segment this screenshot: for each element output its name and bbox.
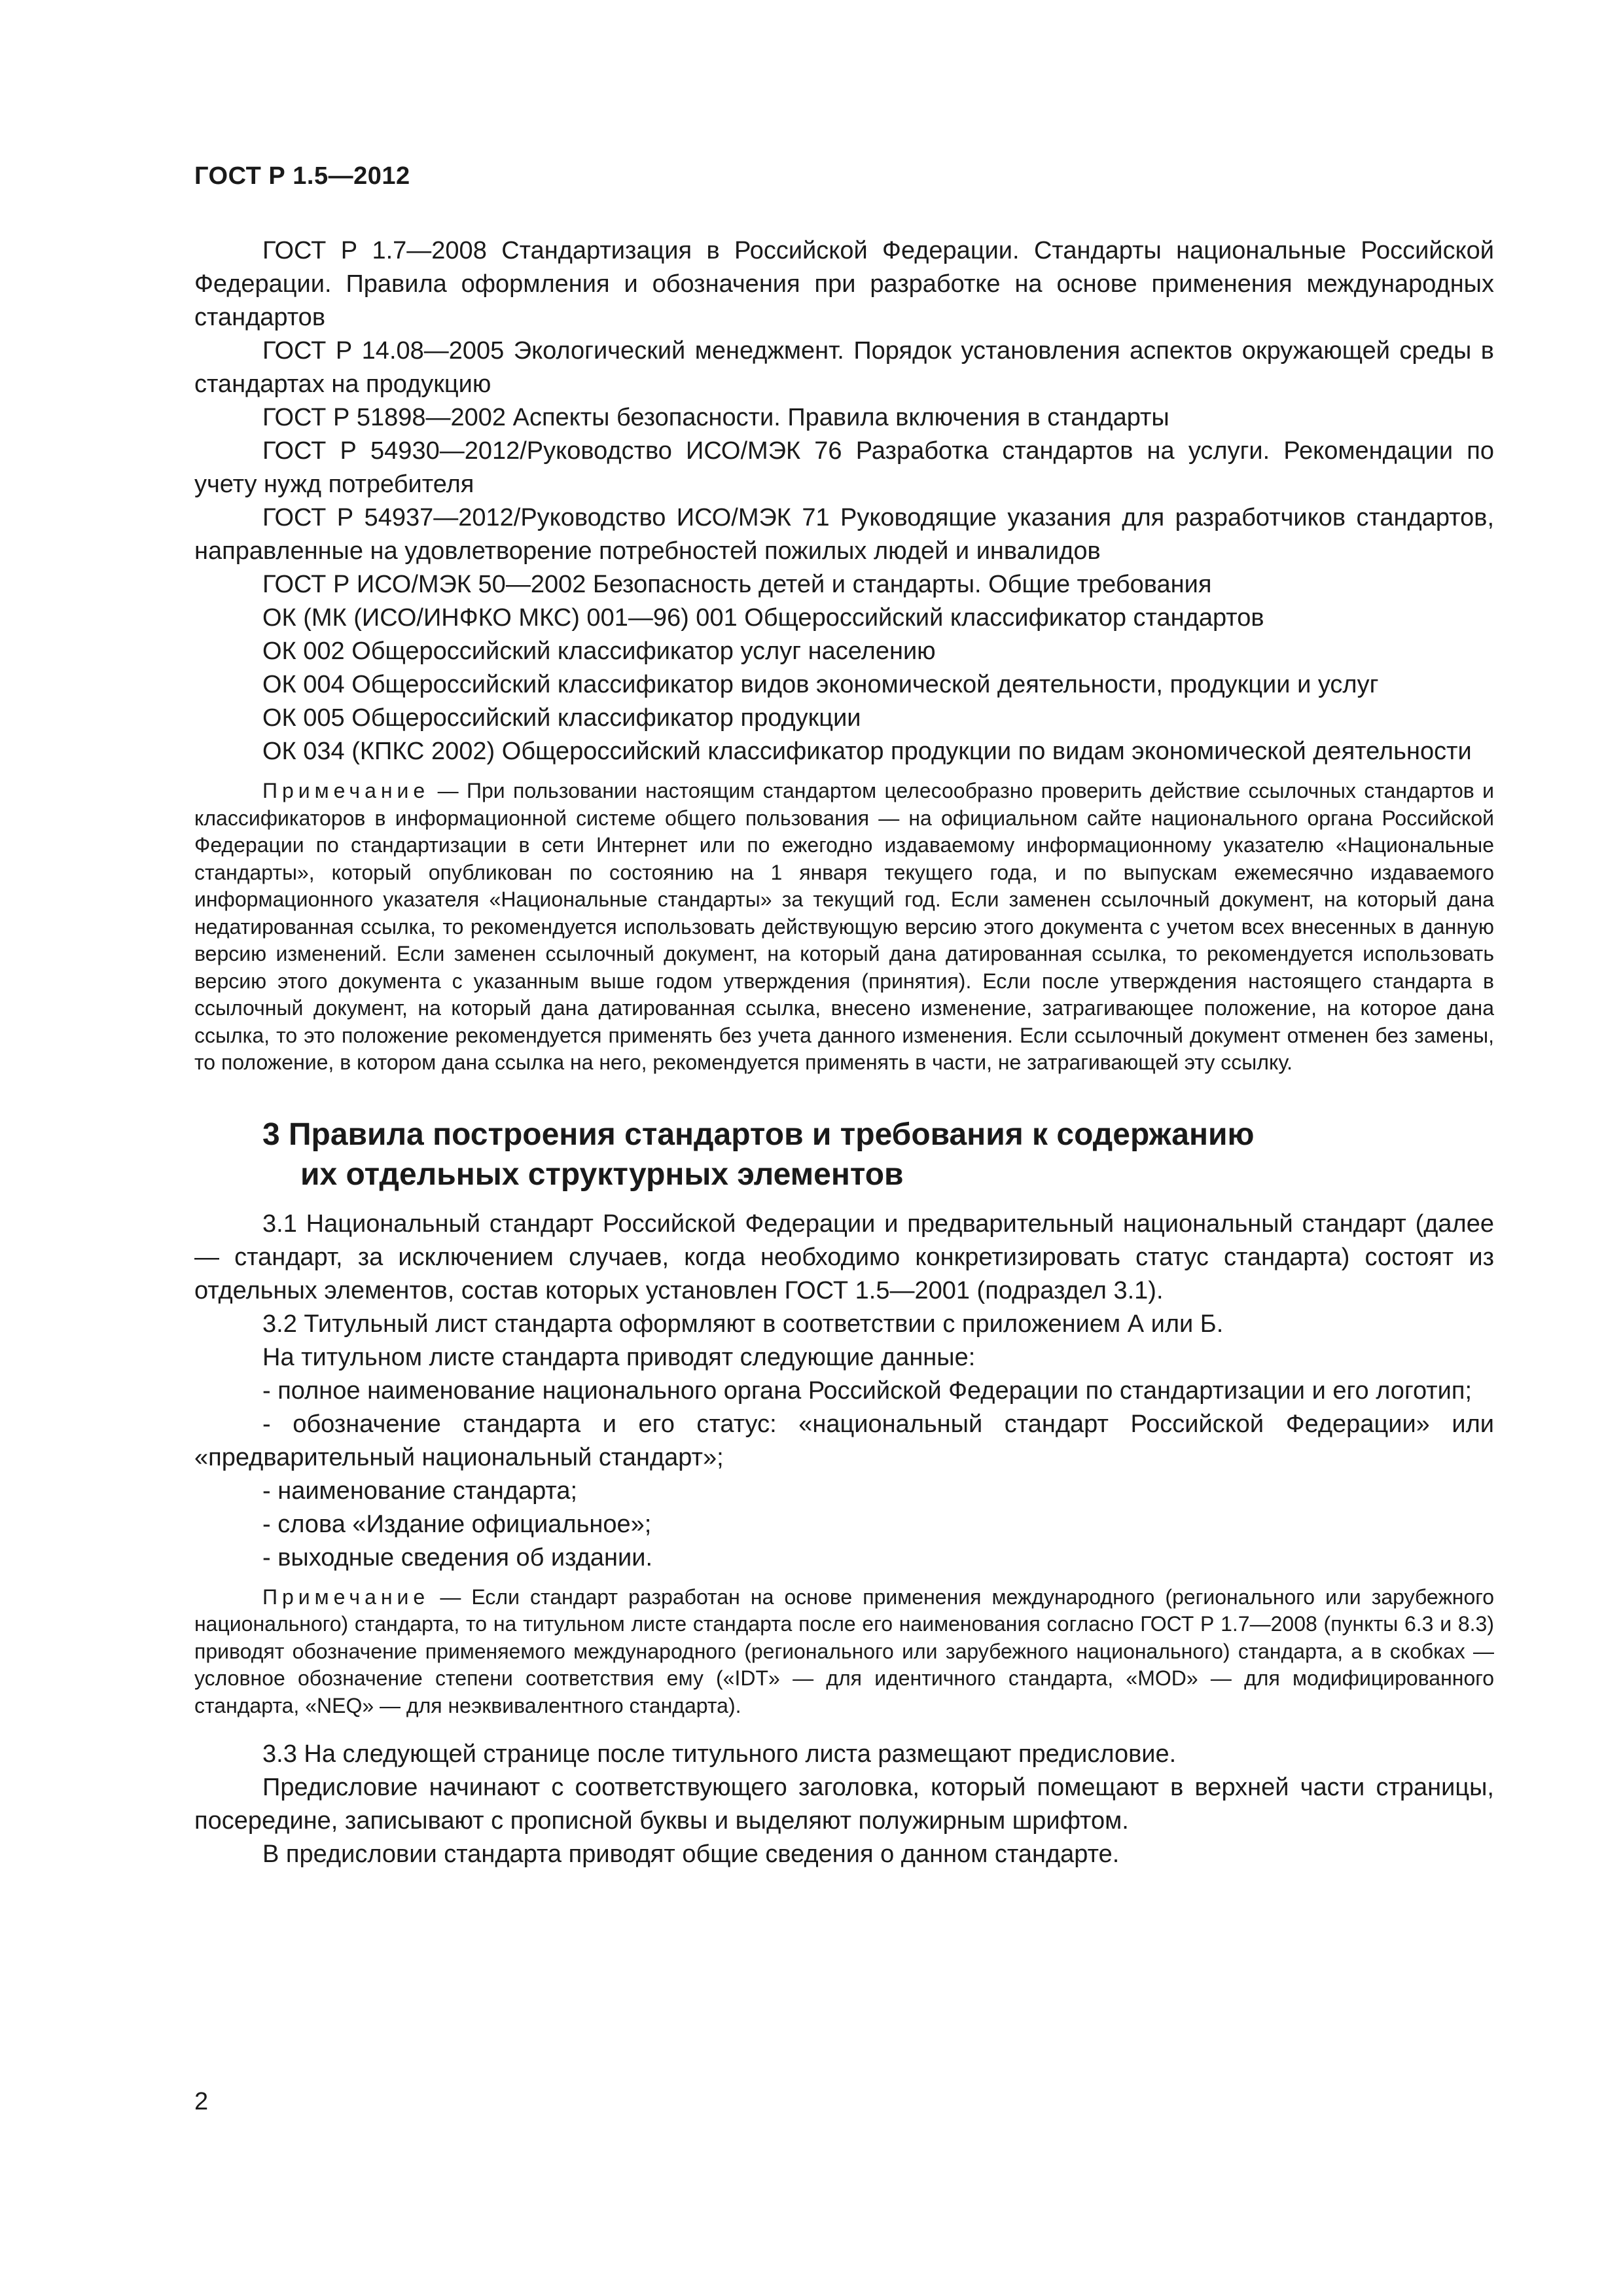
reference-item: ГОСТ Р 1.7—2008 Стандартизация в Российской Федерации. Стандарты национальные Российской Федерации. Правила оформления и обозначения при разработке на основе применения международных стандартов [194, 237, 1494, 331]
section-3-title-line-1: 3 Правила построения стандартов и требования к содержанию [262, 1117, 1255, 1152]
page-number: 2 [194, 2088, 209, 2115]
reference-item: ОК 002 Общероссийский классификатор услуг населению [262, 637, 936, 665]
foreword-paragraph: В предисловии стандарта приводят общие сведения о данном стандарте. [262, 1840, 1120, 1868]
reference-item: ОК 034 (КПКС 2002) Общероссийский классификатор продукции по видам экономической деятельности [262, 738, 1472, 765]
reference-item: ГОСТ Р 51898—2002 Аспекты безопасности. Правила включения в стандарты [262, 404, 1169, 431]
reference-item: ОК 005 Общероссийский классификатор продукции [262, 704, 861, 732]
list-item: - слова «Издание официальное»; [262, 1510, 652, 1538]
clause-3-1: 3.1 Национальный стандарт Российской Федерации и предварительный национальный стандарт (далее — стандарт, за исключением случаев, когда необходимо конкретизировать статус стандарта) состоят из отдельных элементов, состав которых установлен ГОСТ 1.5—2001 (подраздел 3.1). [194, 1210, 1494, 1304]
list-item: - обозначение стандарта и его статус: «национальный стандарт Российской Федерации» или «предварительный национальный стандарт»; [194, 1410, 1494, 1471]
note-title-page [194, 1584, 1494, 1720]
list-item: - выходные сведения об издании. [262, 1543, 653, 1571]
reference-item: ОК (МК (ИСО/ИНФКО МКС) 001—96) 001 Общероссийский классификатор стандартов [262, 604, 1264, 632]
title-page-intro: На титульном листе стандарта приводят следующие данные: [262, 1343, 976, 1371]
document-page [194, 0, 1494, 2296]
reference-item: ОК 004 Общероссийский классификатор видов экономической деятельности, продукции и услуг [262, 671, 1379, 698]
note-lead: Примечание [262, 779, 430, 802]
note-references [194, 778, 1494, 1077]
reference-item: ГОСТ Р 54937—2012/Руководство ИСО/МЭК 71 Руководящие указания для разработчиков стандартов, направленные на удовлетворение потребностей пожилых людей и инвалидов [194, 504, 1494, 565]
foreword-paragraph: Предисловие начинают с соответствующего заголовка, который помещают в верхней части страницы, посередине, записывают с прописной буквы и выделяют полужирным шрифтом. [194, 1774, 1494, 1835]
reference-item: ГОСТ Р ИСО/МЭК 50—2002 Безопасность детей и стандарты. Общие требования [262, 571, 1212, 598]
list-item: - полное наименование национального органа Российской Федерации по стандартизации и его логотип; [262, 1376, 1472, 1405]
reference-item: ГОСТ Р 14.08—2005 Экологический менеджмент. Порядок установления аспектов окружающей среды в стандартах на продукцию [194, 337, 1494, 398]
section-3-title-line-2: их отдельных структурных элементов [300, 1157, 904, 1192]
document-code-header: ГОСТ Р 1.5—2012 [194, 162, 410, 190]
reference-item: ГОСТ Р 54930—2012/Руководство ИСО/МЭК 76 Разработка стандартов на услуги. Рекомендации по учету нужд потребителя [194, 437, 1494, 498]
list-item: - наименование стандарта; [262, 1477, 578, 1505]
note-text: — Если стандарт разработан на основе применения международного (регионального или зарубежного национального) стандарта, то на титульном листе стандарта после его наименования согласно ГОСТ Р 1.7—2008 (пункты 6.3 и 8.3) приводят обозначение применяемого международного (регионального или зарубежного национального) стандарта, а в скобках — условное обозначение степени соответствия ему («IDT» — для идентичного стандарта, «MOD» — для модифицированного стандарта, «NEQ» — для неэквивалентного стандарта). [194, 1585, 1494, 1717]
clause-3-3: 3.3 На следующей странице после титульного листа размещают предисловие. [262, 1740, 1177, 1768]
note-lead: Примечание [262, 1585, 430, 1609]
document-body [194, 234, 1494, 1871]
note-text: — При пользовании настоящим стандартом целесообразно проверить действие ссылочных стандартов и классификаторов в информационной системе общего пользования — на официальном сайте национального органа Российской Федерации по стандартизации в сети Интернет или по ежегодно издаваемому информационному указателю «Национальные стандарты», который опубликован по состоянию на 1 января текущего года, и по выпускам ежемесячно издаваемого информационного указателя «Национальные стандарты» за текущий год. Если заменен ссылочный документ, на который дана недатированная ссылка, то рекомендуется использовать действующую версию этого документа с учетом всех внесенных в данную версию изменений. Если заменен ссылочный документ, на который дана датированная ссылка, то рекомендуется использовать версию этого документа с указанным выше годом утверждения (принятия). Если после утверждения настоящего стандарта в ссылочный документ, на который дана датированная ссылка, внесено изменение, затрагивающее положение, на которое дана ссылка, то это положение рекомендуется применять без учета данного изменения. Если ссылочный документ отменен без замены, то положение, в котором дана ссылка на него, рекомендуется применять в части, не затрагивающей эту ссылку. [194, 779, 1494, 1074]
clause-3-2: 3.2 Титульный лист стандарта оформляют в соответствии с приложением А или Б. [262, 1310, 1224, 1338]
